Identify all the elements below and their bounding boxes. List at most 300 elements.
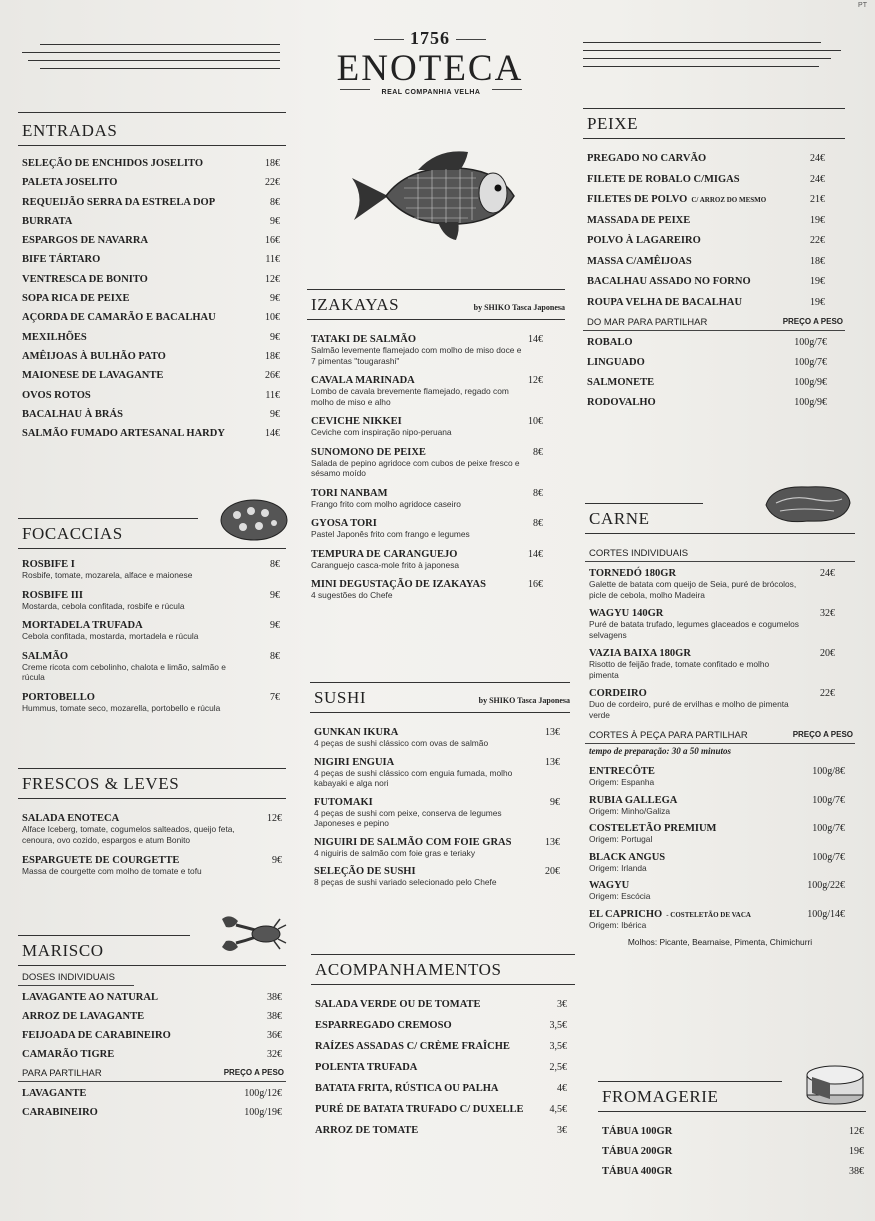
menu-item-name	[22, 813, 119, 824]
menu-item-title: OVOS ROTOS	[22, 389, 91, 401]
menu-item-description: 4 sugestões do Chefe	[311, 590, 393, 600]
menu-item-name	[22, 1107, 98, 1118]
menu-item-title: MASSA C/AMÊIJOAS	[587, 255, 692, 267]
menu-item-price: 8€	[270, 196, 280, 208]
divider	[311, 984, 575, 985]
menu-item-row	[602, 1166, 866, 1177]
menu-item-description: Pastel Japonês frito com frango e legumes	[311, 529, 470, 539]
focaccias-section	[18, 518, 286, 722]
divider	[18, 145, 286, 146]
menu-item-price: 12€	[849, 1126, 864, 1137]
menu-item-title: CEVICHE NIKKEI	[311, 416, 402, 427]
menu-item-row	[589, 688, 855, 699]
menu-item-price: 19€	[810, 296, 825, 308]
menu-item	[307, 488, 565, 510]
entradas-heading: ENTRADAS	[22, 121, 118, 140]
menu-item-price: 100g/19€	[244, 1107, 282, 1118]
menu-item	[18, 590, 286, 612]
menu-item-name	[589, 795, 677, 806]
menu-item-name	[22, 409, 123, 420]
menu-item-price: 8€	[270, 559, 280, 570]
menu-item-name	[589, 688, 647, 699]
menu-item-name	[311, 334, 416, 345]
marisco-subheading-individual: DOSES INDIVIDUAIS	[22, 972, 115, 983]
marisco-individual-list	[18, 992, 286, 1060]
menu-item-price: 14€	[528, 334, 543, 345]
menu-item	[18, 254, 286, 265]
menu-item-title: BATATA FRITA, RÚSTICA OU PALHA	[315, 1083, 499, 1094]
menu-item	[583, 297, 845, 308]
menu-item-name	[315, 999, 481, 1010]
menu-item-description: 4 peças de sushi clássico com ovas de salmão	[314, 738, 489, 748]
menu-item-row	[587, 153, 845, 164]
sushi-list	[310, 727, 570, 888]
menu-item-title: TATAKI DE SALMÃO	[311, 334, 417, 345]
menu-item-title: MAIONESE DE LAVAGANTE	[22, 370, 164, 382]
divider	[18, 768, 286, 769]
menu-item-name	[589, 648, 691, 659]
menu-item	[585, 688, 855, 720]
menu-item	[583, 256, 845, 267]
menu-item-title: FILETES DE POLVO	[587, 194, 688, 205]
menu-item-row	[22, 254, 286, 265]
enoteca-logo	[330, 28, 530, 96]
menu-item-description: Hummus, tomate seco, mozarella, portobello e rúcula	[22, 702, 221, 713]
acompanhamentos-section	[311, 954, 575, 1146]
menu-item-row	[22, 1049, 286, 1060]
logo-subtitle: REAL COMPANHIA VELHA	[381, 89, 481, 96]
menu-item	[18, 197, 286, 208]
acompanhamentos-heading: ACOMPANHAMENTOS	[315, 960, 502, 979]
menu-item	[583, 397, 845, 408]
menu-item	[18, 409, 286, 420]
menu-item-title: SOPA RICA DE PEIXE	[22, 293, 130, 305]
menu-item-price: 100g/8€	[812, 766, 845, 777]
menu-item-description: Frango frito com molho agridoce caseiro	[311, 498, 461, 509]
menu-item-row	[587, 235, 845, 246]
menu-item-name	[587, 377, 654, 388]
menu-item-price: 8€	[533, 518, 543, 529]
menu-item-title: AMÊIJOAS À BULHÃO PATO	[22, 350, 166, 362]
menu-item-title: REQUEIJÃO SERRA DA ESTRELA DOP	[22, 196, 216, 208]
menu-item-price: 19€	[810, 214, 825, 226]
menu-item-name	[22, 370, 163, 381]
menu-item	[18, 235, 286, 246]
menu-item-title: MEXILHÕES	[22, 331, 87, 343]
menu-item-row	[589, 909, 855, 920]
fromagerie-list	[598, 1126, 866, 1177]
menu-item-row	[587, 256, 845, 267]
menu-item	[18, 1107, 286, 1118]
menu-item-row	[314, 757, 570, 768]
menu-item	[307, 416, 565, 438]
menu-item-row	[589, 568, 855, 579]
peixe-subheading-share: DO MAR PARA PARTILHAR PREÇO A PESO	[587, 317, 843, 328]
menu-item-title: RAÍZES ASSADAS C/ CRÈME FRAÎCHE	[315, 1041, 510, 1052]
marisco-subheading-share: PARA PARTILHAR PREÇO A PESO	[22, 1068, 284, 1079]
menu-item-price: 21€	[810, 194, 825, 205]
menu-item-price: 9€	[270, 408, 280, 420]
menu-item-description: Massa de courgette com molho de tomate e tofu	[22, 866, 202, 876]
menu-item-title: ROSBIFE I	[22, 559, 75, 570]
menu-item-row	[602, 1126, 866, 1137]
menu-item-title: AÇORDA DE CAMARÃO E BACALHAU	[22, 312, 216, 324]
menu-item-row	[587, 194, 845, 205]
menu-item-row	[22, 370, 286, 381]
menu-item-title: ARROZ DE TOMATE	[315, 1125, 419, 1136]
menu-item-title: GYOSA TORI	[311, 518, 377, 529]
logo-name: ENOTECA	[336, 48, 524, 89]
menu-item	[307, 579, 565, 601]
menu-item-price: 13€	[545, 756, 560, 768]
menu-item-description: Origem: Espanha	[589, 777, 655, 787]
menu-item-title: BIFE TÁRTARO	[22, 254, 101, 266]
menu-item-name	[315, 1125, 418, 1136]
menu-item	[310, 797, 570, 829]
menu-item-row	[22, 158, 286, 169]
menu-item	[310, 757, 570, 789]
menu-item	[307, 549, 565, 571]
menu-item-price: 38€	[267, 1011, 282, 1022]
menu-item-name	[22, 1011, 144, 1022]
menu-item-row	[22, 559, 286, 570]
menu-item-title: MORTADELA TRUFADA	[22, 620, 143, 631]
menu-item-row	[587, 397, 845, 408]
menu-item-name	[314, 866, 416, 877]
menu-item-row	[587, 276, 845, 287]
menu-item-row	[22, 428, 286, 439]
menu-item-description: 4 peças de sushi clássico com enguia fumada, molho kabayaki e alga nori	[314, 767, 513, 788]
menu-item	[18, 1088, 286, 1099]
carne-heading: CARNE	[589, 509, 650, 528]
sushi-byline: by SHIKO Tasca Japonesa	[478, 696, 570, 705]
divider	[583, 108, 845, 109]
menu-item-title: BACALHAU À BRÁS	[22, 408, 123, 420]
menu-item-price: 38€	[849, 1166, 864, 1177]
divider	[585, 743, 855, 744]
menu-item-row	[22, 235, 286, 246]
menu-item-title: PREGADO NO CARVÃO	[587, 153, 707, 164]
menu-item-name	[22, 590, 83, 601]
menu-item-row	[311, 334, 565, 345]
menu-item-title: CAVALA MARINADA	[311, 375, 415, 386]
menu-item-row	[314, 797, 570, 808]
menu-item-description: Salmão levemente flamejado com molho de miso doce e 7 pimentas "tougarashi"	[311, 345, 522, 366]
menu-item-price: 13€	[545, 836, 560, 848]
menu-item-name	[315, 1062, 417, 1073]
menu-item-name	[314, 757, 394, 768]
menu-item-name	[311, 416, 402, 427]
menu-item-price: 13€	[545, 727, 560, 738]
divider	[18, 548, 286, 549]
peixe-heading: PEIXE	[587, 114, 639, 133]
menu-item-name	[22, 390, 91, 401]
menu-item-row	[311, 579, 565, 590]
menu-item	[18, 332, 286, 343]
menu-item-price: 100g/22€	[807, 880, 845, 891]
menu-item	[307, 375, 565, 407]
menu-item-row	[587, 215, 845, 226]
menu-item-price: 100g/14€	[807, 908, 845, 920]
menu-item-name	[587, 256, 692, 267]
menu-item-row	[22, 293, 286, 304]
menu-item-row	[22, 651, 286, 662]
menu-item-name	[587, 153, 706, 164]
menu-item-title: RODOVALHO	[587, 397, 656, 408]
menu-item-price: 100g/7€	[794, 357, 827, 368]
menu-item	[583, 276, 845, 287]
menu-item-row	[22, 409, 286, 420]
peixe-section	[583, 108, 845, 417]
menu-item-row	[22, 692, 286, 703]
menu-item-name	[589, 909, 751, 920]
menu-item	[18, 274, 286, 285]
menu-item-price: 8€	[533, 446, 543, 458]
menu-item-name	[315, 1020, 452, 1031]
menu-item	[583, 153, 845, 164]
menu-item-description: Origem: Minho/Galiza	[589, 805, 670, 816]
menu-item-title: SELEÇÃO DE ENCHIDOS JOSELITO	[22, 158, 203, 169]
menu-item-price: 3,5€	[549, 1020, 567, 1031]
menu-item-title: VAZIA BAIXA 180GR	[589, 648, 691, 659]
menu-item-title: LINGUADO	[587, 357, 645, 368]
menu-item-price: 24€	[820, 568, 835, 579]
menu-item-title: ARROZ DE LAVAGANTE	[22, 1011, 145, 1022]
menu-item	[18, 1011, 286, 1022]
menu-item-title: FUTOMAKI	[314, 796, 373, 808]
menu-item	[18, 351, 286, 362]
menu-item-description: Galette de batata com queijo de Seia, puré de brócolos, picle de cebola, molho Madeira	[589, 579, 797, 600]
menu-item	[585, 852, 855, 874]
menu-item	[18, 992, 286, 1003]
menu-item-row	[314, 727, 570, 738]
menu-item-title: MINI DEGUSTAÇÃO DE IZAKAYAS	[311, 579, 486, 590]
menu-item-price: 14€	[528, 548, 543, 560]
menu-item	[583, 235, 845, 246]
menu-item-name	[22, 1030, 171, 1041]
menu-item-name	[22, 351, 166, 362]
menu-item	[311, 1020, 575, 1031]
menu-item-price: 19€	[810, 276, 825, 287]
menu-item-row	[22, 1030, 286, 1041]
menu-item-name	[22, 651, 68, 662]
menu-item	[18, 651, 286, 683]
menu-item-title: POLVO À LAGAREIRO	[587, 235, 701, 246]
izakayas-list	[307, 334, 565, 601]
menu-item-name	[587, 276, 751, 287]
focaccias-list	[18, 559, 286, 713]
menu-item-title: EL CAPRICHO	[589, 908, 663, 920]
carne-section	[585, 503, 855, 947]
menu-item-row	[311, 416, 565, 427]
menu-item-row	[315, 1083, 575, 1094]
logo-year: 1756	[410, 28, 450, 48]
menu-item-description: Mostarda, cebola confitada, rosbife e rúcula	[22, 600, 185, 611]
menu-item-description: 4 niguiris de salmão com foie gras e teriaky	[314, 847, 476, 858]
menu-item-row	[587, 297, 845, 308]
menu-item-name	[311, 447, 426, 458]
menu-item	[18, 428, 286, 439]
menu-item	[307, 334, 565, 366]
izakayas-byline: by SHIKO Tasca Japonesa	[473, 303, 565, 312]
menu-item	[18, 855, 286, 877]
menu-item	[583, 174, 845, 185]
menu-item-name	[22, 312, 216, 323]
menu-item-name	[315, 1083, 498, 1094]
menu-item-name	[314, 727, 398, 738]
menu-item-description: Duo de cordeiro, puré de ervilhas e molho de pimenta verde	[589, 699, 789, 720]
language-tag: PT	[858, 2, 867, 9]
menu-item-row	[587, 377, 845, 388]
menu-item-row	[22, 992, 286, 1003]
menu-item-row	[589, 795, 855, 806]
marisco-share-list	[18, 1088, 286, 1118]
menu-item-row	[311, 447, 565, 458]
menu-item-title: SALMÃO FUMADO ARTESANAL HARDY	[22, 428, 225, 440]
menu-item-price: 22€	[265, 177, 280, 189]
molhos-note: Molhos: Picante, Bearnaise, Pimenta, Chimichurri	[627, 937, 813, 947]
menu-item-row	[314, 866, 570, 877]
menu-item	[585, 823, 855, 845]
menu-item-price: 3€	[557, 1125, 567, 1136]
menu-item-title: CAMARÃO TIGRE	[22, 1049, 115, 1060]
menu-item-price: 26€	[265, 370, 280, 382]
menu-item	[18, 177, 286, 188]
menu-item-price: 9€	[550, 796, 560, 808]
menu-item-title: MASSADA DE PEIXE	[587, 214, 691, 226]
menu-item-name	[22, 216, 72, 227]
menu-item-price: 7€	[270, 691, 280, 703]
menu-item-description: Origem: Ibérica	[589, 919, 647, 930]
menu-item-row	[315, 999, 575, 1010]
menu-item-price: 4€	[557, 1083, 567, 1094]
fromagerie-heading: FROMAGERIE	[602, 1087, 719, 1106]
divider	[583, 138, 845, 139]
marisco-heading: MARISCO	[22, 941, 104, 960]
menu-item-title: BURRATA	[22, 215, 73, 227]
menu-item-name	[22, 254, 100, 265]
menu-item-price: 100g/7€	[812, 851, 845, 863]
menu-item	[585, 608, 855, 640]
menu-item	[583, 337, 845, 348]
menu-item-price: 4,5€	[549, 1104, 567, 1115]
menu-item-price: 19€	[849, 1146, 864, 1157]
menu-item-title: WAGYU	[589, 880, 630, 891]
carne-prep-note: tempo de preparação: 30 a 50 minutos	[589, 746, 731, 756]
menu-item-name	[587, 174, 740, 185]
menu-item-title: TORNEDÓ 180GR	[589, 568, 677, 579]
menu-item-row	[22, 216, 286, 227]
menu-item-name	[22, 235, 148, 246]
menu-item-price: 8€	[533, 487, 543, 499]
sushi-section	[310, 682, 570, 896]
menu-item-row	[587, 337, 845, 348]
menu-item-name	[22, 197, 215, 208]
menu-item-price: 36€	[267, 1030, 282, 1041]
frescos-list	[18, 813, 286, 877]
menu-item-title: LAVAGANTE	[22, 1088, 87, 1099]
menu-item-row	[311, 375, 565, 386]
menu-item	[583, 194, 845, 205]
divider	[307, 319, 565, 320]
menu-item-price: 9€	[272, 855, 282, 866]
menu-item-price: 38€	[267, 992, 282, 1003]
menu-item-price: 18€	[265, 350, 280, 362]
menu-item-name	[587, 397, 656, 408]
menu-item-price: 22€	[810, 235, 825, 246]
menu-item-name	[311, 518, 377, 529]
menu-item-price: 11€	[265, 254, 280, 266]
fish-illustration-icon	[348, 148, 518, 243]
carne-share-list	[585, 766, 855, 930]
menu-item-price: 3€	[557, 999, 567, 1010]
frescos-section	[18, 768, 286, 887]
menu-item	[598, 1146, 866, 1157]
menu-item-title: TÁBUA 200GR	[602, 1146, 673, 1157]
menu-item	[307, 518, 565, 540]
menu-item-description: Origem: Irlanda	[589, 862, 647, 873]
menu-item-name	[587, 194, 766, 205]
menu-item-name	[587, 357, 645, 368]
menu-item-title: ROSBIFE III	[22, 589, 83, 601]
menu-item-description: Caranguejo casca-mole frito à japonesa	[311, 559, 460, 570]
menu-item-title: COSTELETÃO PREMIUM	[589, 823, 717, 834]
izakayas-heading: IZAKAYAS	[311, 295, 400, 314]
menu-item	[18, 312, 286, 323]
menu-item-description: Puré de batata trufado, legumes glaceados e cogumelos selvagens	[589, 619, 799, 640]
divider	[18, 985, 134, 986]
menu-item-row	[589, 608, 855, 619]
menu-item	[583, 215, 845, 226]
menu-item-title: SELEÇÃO DE SUSHI	[314, 866, 416, 877]
menu-item-name	[589, 823, 716, 834]
menu-item-price: 32€	[820, 608, 835, 619]
menu-item-description: Alface Iceberg, tomate, cogumelos salteados, queijo feta, cenoura, ovo cozido, espargos e atum Bonito	[22, 824, 235, 845]
menu-item-description: Creme ricota com cebolinho, chalota e limão, salmão e rúcula	[22, 661, 226, 682]
menu-item-row	[589, 823, 855, 834]
menu-item-name	[22, 274, 148, 285]
menu-item-row	[22, 590, 286, 601]
menu-item-suffix: - COSTELETÃO DE VACA	[666, 910, 751, 919]
menu-item-name	[311, 549, 457, 560]
menu-item	[18, 1030, 286, 1041]
menu-item	[310, 727, 570, 749]
menu-item-price: 18€	[810, 255, 825, 267]
menu-item-description: Origem: Escócia	[589, 891, 651, 901]
menu-item-price: 9€	[270, 331, 280, 343]
menu-item-row	[22, 1107, 286, 1118]
menu-item-name	[22, 1088, 86, 1099]
menu-item-price: 22€	[820, 688, 835, 699]
acompanhamentos-list	[311, 999, 575, 1136]
menu-item-price: 100g/12€	[244, 1088, 282, 1099]
menu-item-title: NIGUIRI DE SALMÃO COM FOIE GRAS	[314, 836, 512, 848]
menu-item	[585, 880, 855, 902]
menu-item-title: TEMPURA DE CARANGUEJO	[311, 548, 458, 560]
menu-item	[585, 648, 855, 680]
focaccias-heading: FOCACCIAS	[22, 524, 123, 543]
menu-item-name	[22, 992, 158, 1003]
menu-item-name	[22, 559, 75, 570]
sushi-heading: SUSHI	[314, 688, 367, 707]
left-header-rules	[22, 44, 280, 76]
menu-item-name	[589, 766, 655, 777]
menu-item-name	[602, 1126, 672, 1137]
menu-item-row	[315, 1104, 575, 1115]
menu-item-title: ROUPA VELHA DE BACALHAU	[587, 296, 743, 308]
menu-item-price: 24€	[810, 173, 825, 185]
menu-item	[18, 692, 286, 714]
